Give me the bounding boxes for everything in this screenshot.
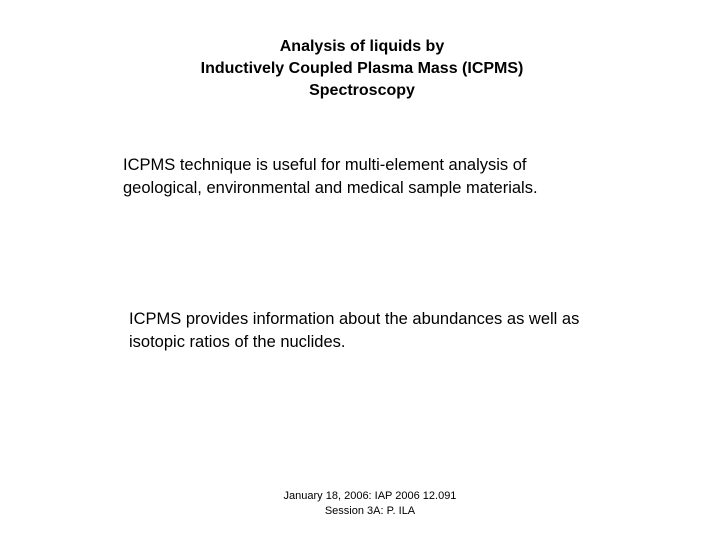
- title-line-3: Spectroscopy: [309, 82, 415, 99]
- footer-line-1: January 18, 2006: IAP 2006 12.091: [283, 490, 457, 502]
- footer-line-2: Session 3A: P. ILA: [324, 505, 416, 517]
- title-line-1: Analysis of liquids by: [279, 38, 445, 55]
- title-line-2: Inductively Coupled Plasma Mass (ICPMS): [200, 60, 524, 77]
- slide-footer: [220, 489, 520, 519]
- body-paragraph-1: ICPMS technique is useful for multi-element analysis of geological, environmental and medical sample materials.: [123, 156, 538, 197]
- slide-title: [100, 36, 624, 102]
- body-paragraph-2: ICPMS provides information about the abundances as well as isotopic ratios of the nuclides.: [129, 310, 580, 351]
